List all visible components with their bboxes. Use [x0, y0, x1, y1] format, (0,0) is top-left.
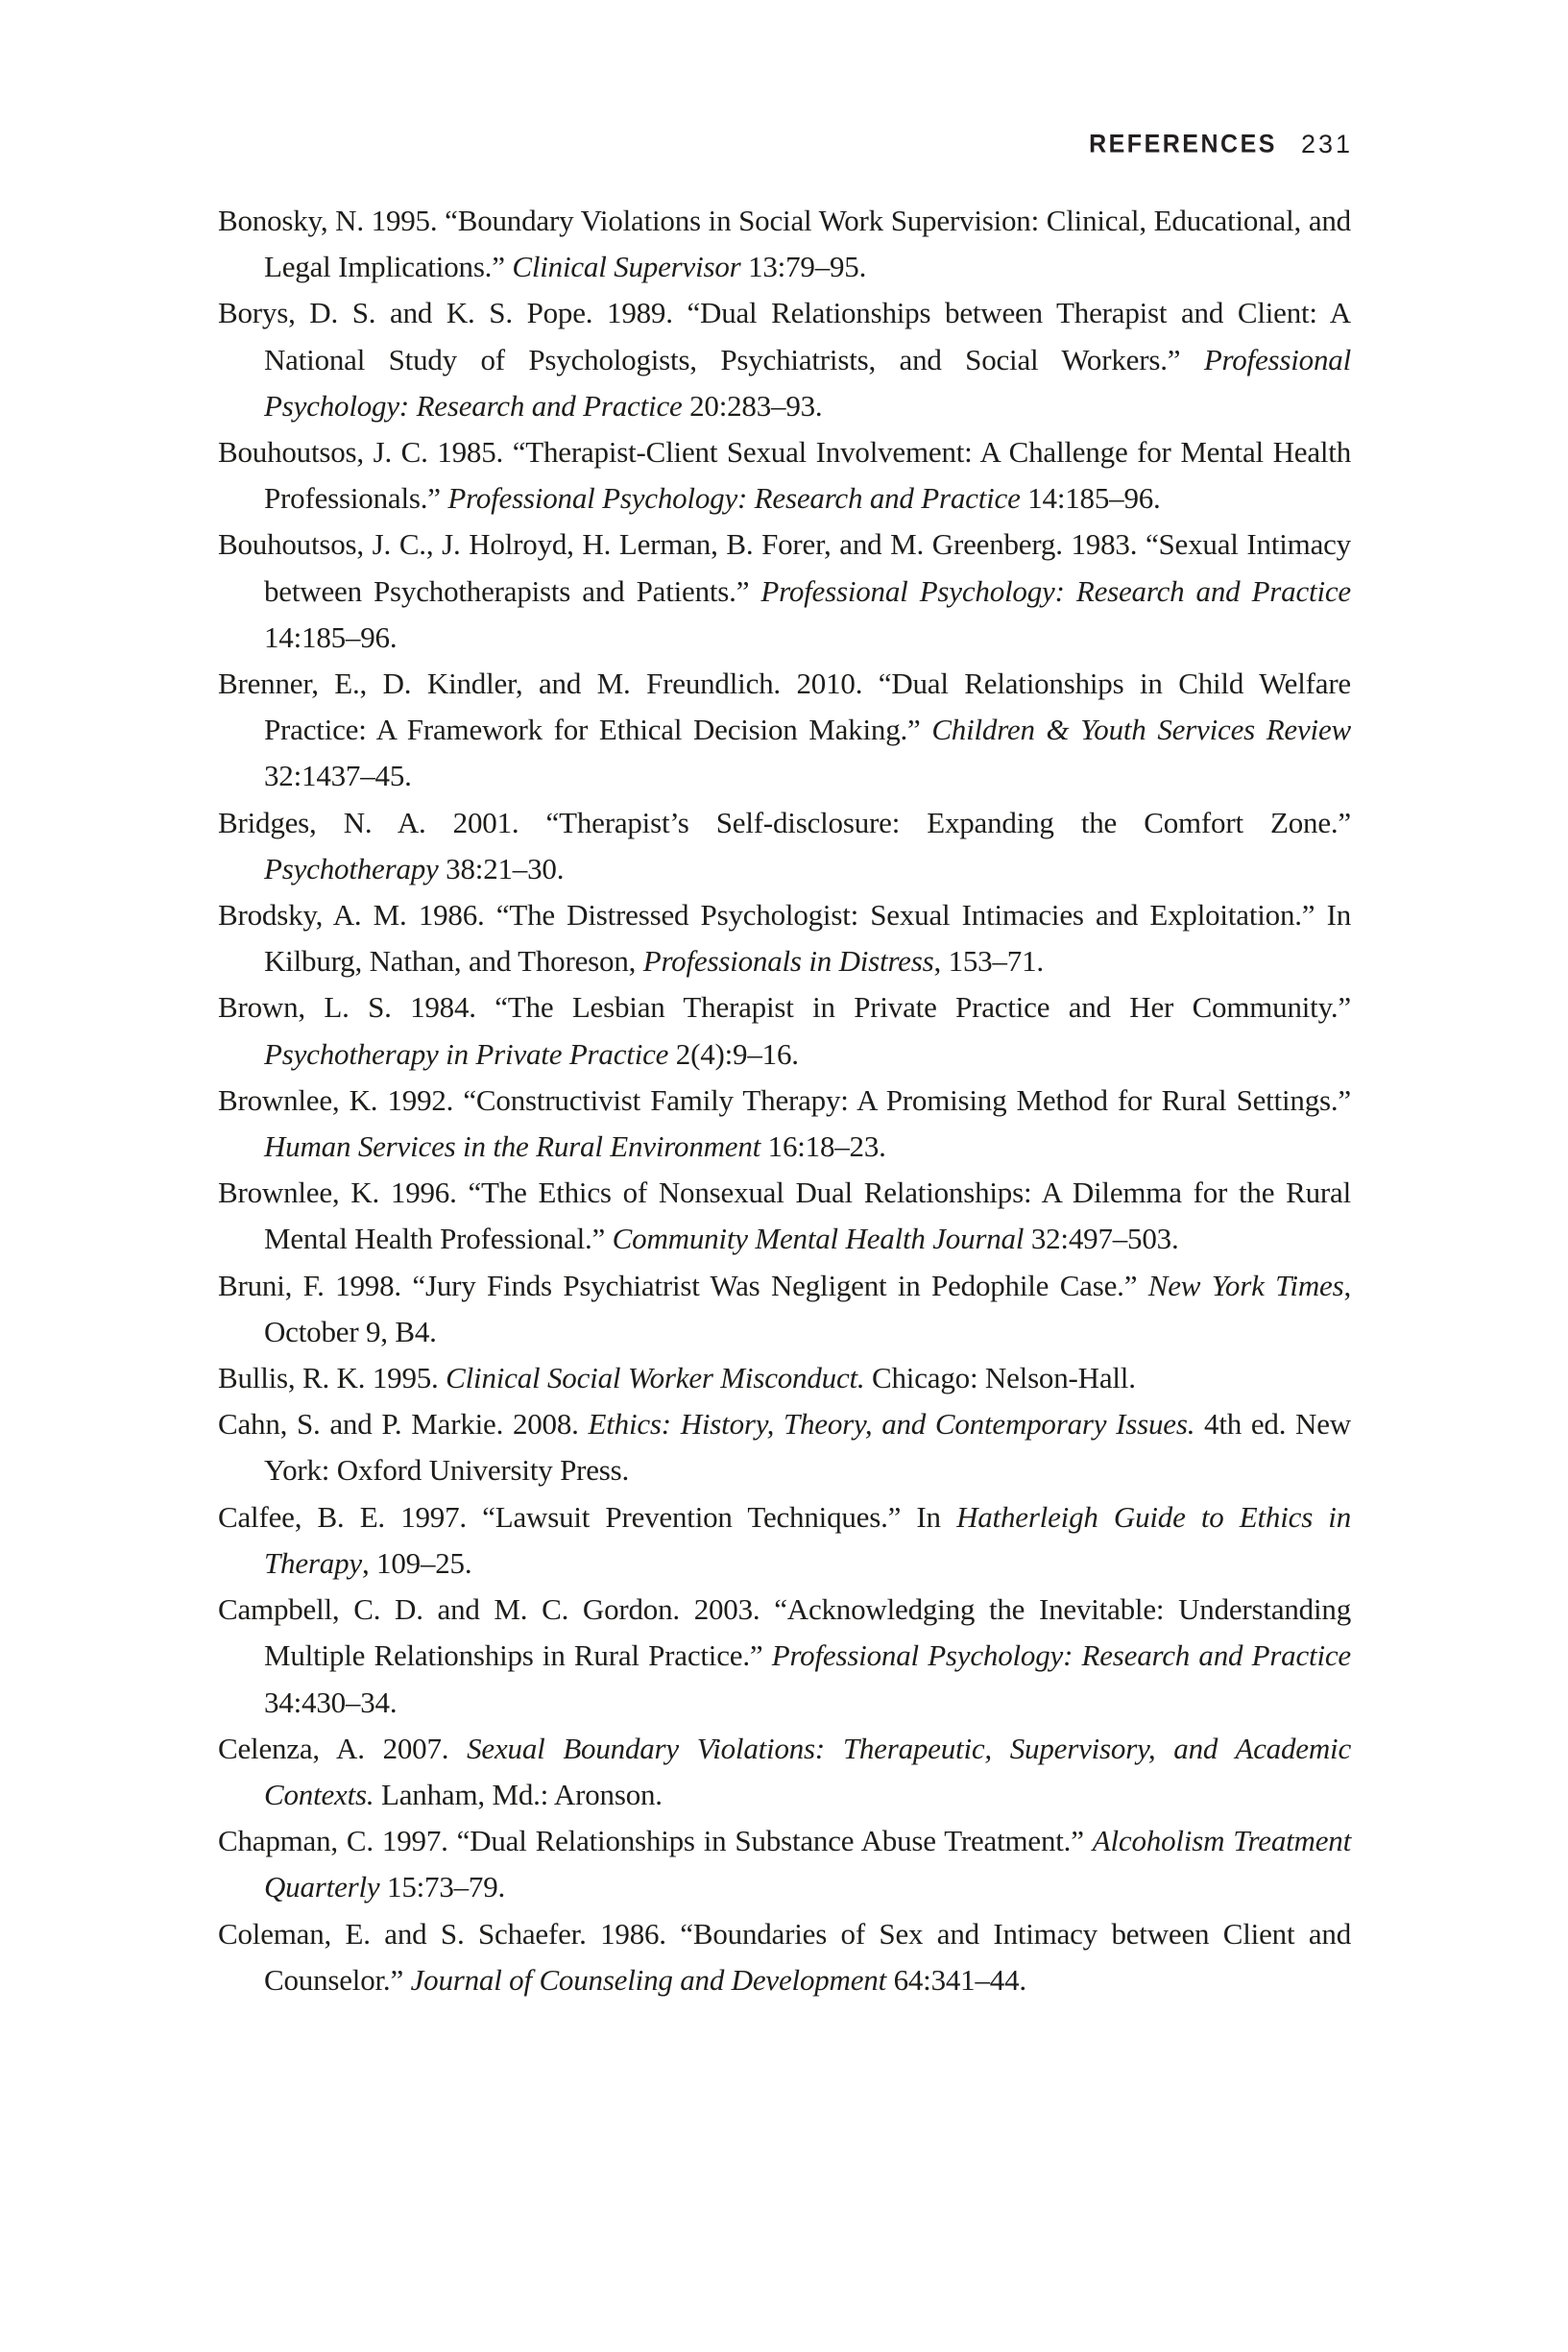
reference-text: Bruni, F. 1998. “Jury Finds Psychiatrist Was Negligent in Pedophile Case.” — [218, 1268, 1148, 1302]
reference-text: 32:1437–45. — [264, 759, 412, 793]
reference-text: 2(4):9–16. — [668, 1036, 799, 1071]
reference-title-italic: Human Services in the Rural Environment — [264, 1129, 761, 1164]
reference-entry — [218, 984, 1351, 1077]
reference-title-italic: Clinical Supervisor — [512, 250, 741, 284]
reference-title-italic: Sexual Boundary Violations: Therapeutic, Supervisory, and Academic Contexts. — [264, 1731, 1352, 1811]
reference-entry — [218, 1170, 1351, 1262]
reference-text: 34:430–34. — [264, 1685, 398, 1719]
reference-entry — [218, 429, 1351, 521]
reference-title-italic: Professional Psychology: Research and Practice — [264, 342, 1351, 423]
reference-title-italic: New York Times — [1147, 1268, 1344, 1302]
reference-title-italic: Alcoholism Treatment Quarterly — [264, 1824, 1351, 1904]
reference-text: Calfee, B. E. 1997. “Lawsuit Prevention Techniques.” In — [218, 1499, 957, 1534]
reference-text: Bouhoutsos, J. C., J. Holroyd, H. Lerman, B. Forer, and M. Greenberg. 1983. “Sexual Intimacy between Psychotherapists and Patients.” — [218, 527, 1351, 608]
reference-text: 4th ed. New York: Oxford University Press. — [264, 1407, 1351, 1488]
reference-text: Coleman, E. and S. Schaefer. 1986. “Boundaries of Sex and Intimacy between Client and Counselor.” — [218, 1916, 1351, 1997]
reference-text: Brownlee, K. 1996. “The Ethics of Nonsexual Dual Relationships: A Dilemma for the Rural Mental Health Professional.” — [218, 1176, 1351, 1256]
reference-text: 15:73–79. — [379, 1870, 506, 1904]
reference-entry — [218, 290, 1351, 429]
reference-text: Brenner, E., D. Kindler, and M. Freundlich. 2010. “Dual Relationships in Child Welfare Practice: A Framework for Ethical Decision Making.” — [218, 667, 1351, 747]
reference-text: Brown, L. S. 1984. “The Lesbian Therapist in Private Practice and Her Community.” — [218, 990, 1351, 1025]
reference-text: 14:185–96. — [1020, 481, 1161, 516]
reference-entry — [218, 1726, 1351, 1818]
reference-text: 32:497–503. — [1024, 1222, 1179, 1256]
page-number: 231 — [1300, 130, 1353, 158]
reference-text: 20:283–93. — [682, 388, 823, 423]
reference-text: Chicago: Nelson-Hall. — [864, 1361, 1136, 1395]
reference-text: Bullis, R. K. 1995. — [218, 1361, 446, 1395]
reference-text: 38:21–30. — [438, 851, 565, 885]
reference-entry — [218, 1355, 1351, 1401]
reference-text: Bouhoutsos, J. C. 1985. “Therapist-Client Sexual Involvement: A Challenge for Mental Health Professionals.” — [218, 435, 1351, 516]
reference-entry — [218, 1911, 1351, 2003]
reference-text: 16:18–23. — [760, 1129, 886, 1164]
reference-text: Cahn, S. and P. Markie. 2008. — [218, 1407, 589, 1442]
reference-text: Celenza, A. 2007. — [218, 1731, 468, 1765]
reference-text: 13:79–95. — [740, 250, 867, 284]
reference-entry — [218, 1494, 1351, 1587]
reference-title-italic: Psychotherapy — [264, 851, 439, 885]
reference-text: Borys, D. S. and K. S. Pope. 1989. “Dual Relationships between Therapist and Client: A National Study of Psychologists, Psychiatrists, and Social Workers.” — [218, 296, 1351, 376]
reference-title-italic: Professional Psychology: Research and Practice — [760, 573, 1351, 608]
reference-entry — [218, 1263, 1351, 1355]
reference-entry — [218, 1587, 1351, 1726]
reference-entry — [218, 1401, 1351, 1493]
references-list — [218, 198, 1351, 2003]
reference-text: Chapman, C. 1997. “Dual Relationships in Substance Abuse Treatment.” — [218, 1824, 1093, 1858]
reference-title-italic: Community Mental Health Journal — [612, 1222, 1025, 1256]
reference-entry — [218, 521, 1351, 661]
reference-entry — [218, 1818, 1351, 1910]
running-head-title: REFERENCES — [1089, 129, 1277, 158]
reference-entry — [218, 661, 1351, 800]
reference-entry — [218, 892, 1351, 984]
reference-text: Brodsky, A. M. 1986. “The Distressed Psychologist: Sexual Intimacies and Exploitation.” In Kilburg, Nathan, and Thoreson, — [218, 898, 1351, 979]
reference-text: 14:185–96. — [264, 619, 398, 654]
reference-text: , 153–71. — [933, 944, 1044, 979]
reference-text: Lanham, Md.: Aronson. — [374, 1777, 663, 1811]
reference-title-italic: Psychotherapy in Private Practice — [264, 1036, 669, 1071]
reference-title-italic: Hatherleigh Guide to Ethics in Therapy — [264, 1499, 1351, 1580]
running-head — [218, 130, 1353, 159]
reference-title-italic: Professional Psychology: Research and Practice — [447, 481, 1021, 516]
reference-title-italic: Children & Youth Services Review — [931, 713, 1351, 747]
reference-text: 64:341–44. — [886, 1962, 1026, 1997]
reference-title-italic: Clinical Social Worker Misconduct. — [446, 1361, 865, 1395]
reference-title-italic: Professional Psychology: Research and Practice — [771, 1638, 1351, 1673]
reference-text: Bonosky, N. 1995. “Boundary Violations in Social Work Supervision: Clinical, Educational, and Legal Implications.” — [218, 204, 1351, 284]
reference-title-italic: Ethics: History, Theory, and Contemporary Issues. — [588, 1407, 1195, 1442]
reference-text: , 109–25. — [361, 1545, 472, 1580]
reference-text: Campbell, C. D. and M. C. Gordon. 2003. “Acknowledging the Inevitable: Understanding Multiple Relationships in Rural Practice.” — [218, 1592, 1351, 1673]
reference-text: Brownlee, K. 1992. “Constructivist Family Therapy: A Promising Method for Rural Settings.” — [218, 1082, 1351, 1117]
reference-entry — [218, 800, 1351, 892]
reference-entry — [218, 198, 1351, 290]
reference-entry — [218, 1078, 1351, 1170]
reference-text: , October 9, B4. — [264, 1268, 1351, 1348]
reference-title-italic: Professionals in Distress — [642, 944, 934, 979]
reference-text: Bridges, N. A. 2001. “Therapist’s Self-disclosure: Expanding the Comfort Zone.” — [218, 805, 1351, 839]
reference-title-italic: Journal of Counseling and Development — [410, 1962, 887, 1997]
